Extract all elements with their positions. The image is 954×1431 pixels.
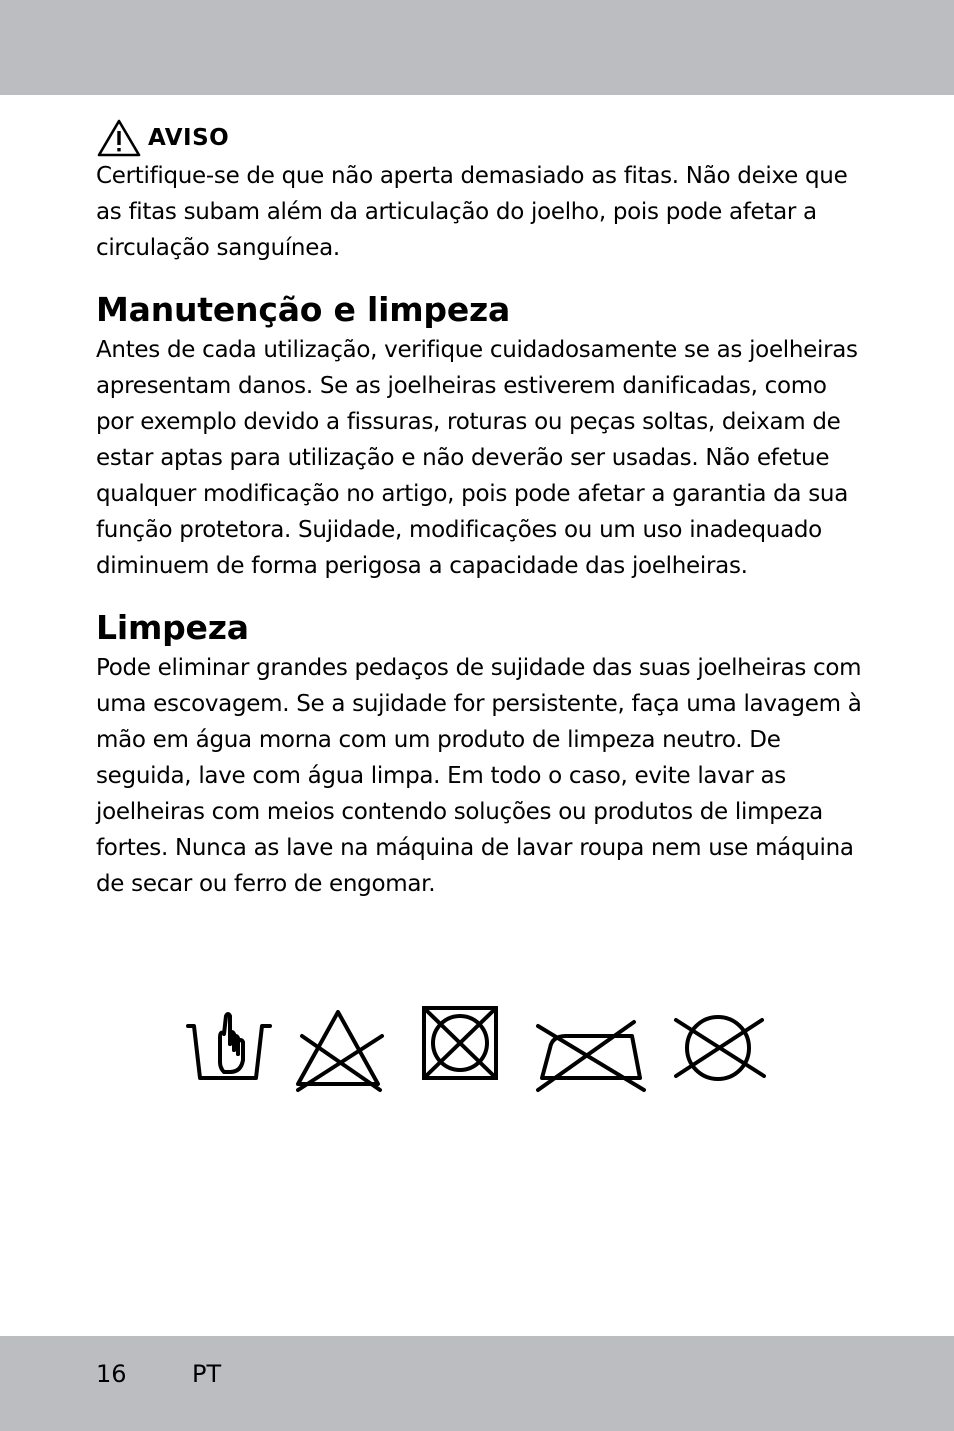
care-symbols bbox=[186, 1000, 766, 1100]
warning-title: AVISO bbox=[148, 125, 230, 151]
cleaning-heading: Limpeza bbox=[96, 608, 249, 647]
warning-header bbox=[96, 118, 866, 158]
page-footer bbox=[96, 1356, 221, 1392]
no-tumble-dry-icon bbox=[424, 1008, 496, 1078]
warning-text: Certifique-se de que não aperta demasiado as fitas. Não deixe que as fitas subam além da articulação do joelho, pois pode afetar a circulação sanguínea. bbox=[96, 163, 848, 261]
page-content bbox=[96, 118, 866, 902]
language-code: PT bbox=[192, 1360, 222, 1388]
hand-wash-icon bbox=[188, 1014, 270, 1078]
no-iron-icon bbox=[538, 1022, 644, 1090]
top-band bbox=[0, 0, 954, 95]
page-number: 16 bbox=[96, 1360, 127, 1388]
maintenance-heading: Manutenção e limpeza bbox=[96, 290, 511, 329]
warning-triangle-icon bbox=[96, 118, 142, 158]
maintenance-text: Antes de cada utilização, verifique cuidadosamente se as joelheiras apresentam danos. Se as joelheiras estiverem danificadas, como por exemplo devido a fissuras, roturas ou peças soltas, deixam de estar aptas para utilização e não deverão ser usadas. Não efetue qualquer modificação no artigo, pois pode afetar a garantia da sua função protetora. Sujidade, modificações ou um uso inadequado diminuem de forma perigosa a capacidade das joelheiras. bbox=[96, 337, 858, 579]
no-bleach-icon bbox=[298, 1012, 382, 1090]
cleaning-text: Pode eliminar grandes pedaços de sujidade das suas joelheiras com uma escovagem. Se a sujidade for persistente, faça uma lavagem à mão em água morna com um produto de limpeza neutro. De seguida, lave com água limpa. Em todo o caso, evite lavar as joelheiras com meios contendo soluções ou produtos de limpeza fortes. Nunca as lave na máquina de lavar roupa nem use máquina de secar ou ferro de engomar. bbox=[96, 655, 862, 897]
no-dry-clean-icon bbox=[676, 1017, 764, 1079]
